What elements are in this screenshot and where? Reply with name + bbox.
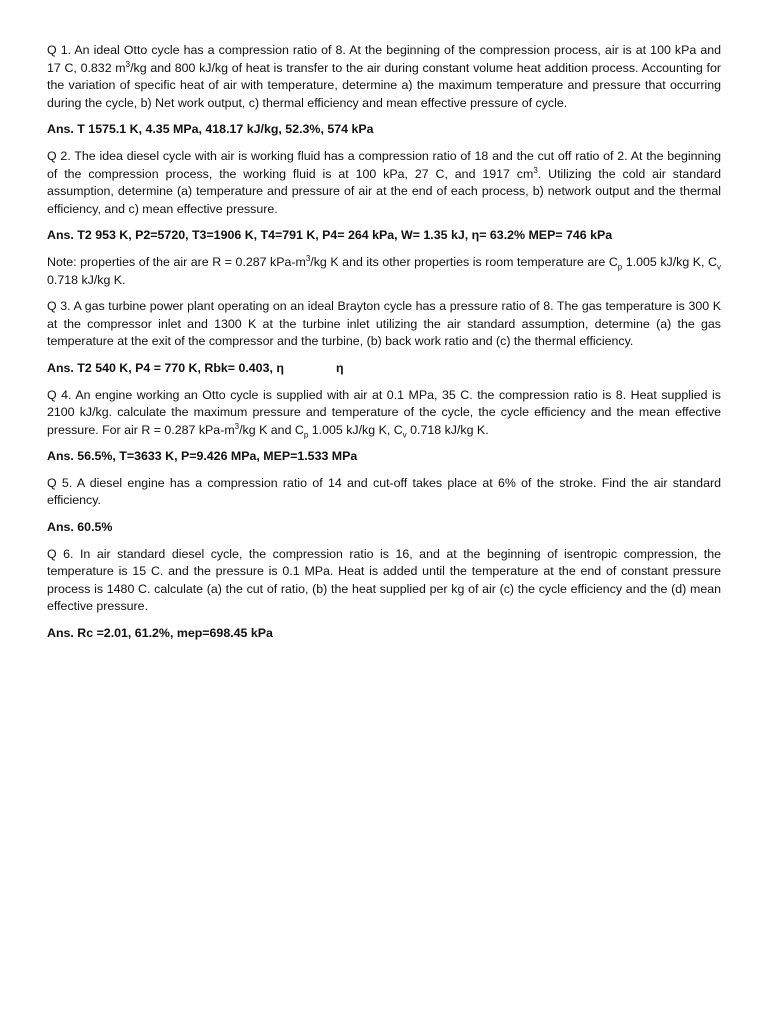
answer-5: Ans. 60.5% — [47, 520, 113, 535]
answer-2 — [47, 227, 721, 245]
question-6: Q 6. In air standard diesel cycle, the compression ratio is 16, and at the beginning of isentropic compression, the temperature is 15 C. and the pressure is 0.1 MPa. Heat is added until the temperature at the end of constant pressure process is 1480 C. calculate (a) the cut of ratio, (b) the heat supplied per kg of air (c) the cycle efficiency and the (d) mean effective pressure. — [47, 546, 721, 614]
answer-2-part-a: Ans. T2 953 K, P2=5720, T3=1906 K, T4=791 K, P4= 264 kPa, W= 1.35 kJ, — [47, 228, 472, 243]
question-3: Q 3. A gas turbine power plant operating on an ideal Brayton cycle has a pressure ratio of 8. The gas temperature is 300 K at the compressor inlet and 1300 K at the turbine inlet utilizing the air standard assumption, determine (a) the gas temperature at the exit of the compressor and the turbine, (b) back work ratio and (c) the thermal efficiency. — [47, 299, 721, 349]
question-4-text: Q 4. An engine working an Otto cycle is supplied with air at 0.1 MPa, 35 C. the compression ratio is 8. Heat supplied is 2100 kJ/kg. calculate the maximum pressure and temperature of the cycle, the cycle efficiency and the mean effective pressure. For air R = 0.287 kPa-m — [47, 387, 721, 437]
note-text-cont-2: 1.005 kJ/kg K, C — [622, 254, 717, 269]
question-4-superscript: 3 — [234, 421, 240, 431]
question-1-superscript: 3 — [125, 59, 131, 69]
question-4 — [47, 387, 721, 440]
note-superscript: 3 — [305, 253, 311, 263]
question-2-superscript: 3 — [533, 165, 538, 175]
question-4-text-cont-2: 1.005 kJ/kg K, C — [308, 422, 403, 437]
question-1-text: Q 1. An ideal Otto cycle has a compression ratio of 8. At the beginning of the compression process, air is at 100 kPa and 17 C, 0.832 m — [47, 43, 721, 75]
question-4-subscript-v: v — [402, 430, 407, 440]
question-1-text-cont: /kg and 800 kJ/kg of heat is transfer to the air during constant volume heat addition process. Accounting for the variation of specific heat of air with temperature, determine a) the maximum temperature and pressure that occurring during the cycle, b) Net work output, c) thermal efficiency and mean effective pressure of cycle. — [47, 60, 721, 110]
question-4-text-cont: /kg K and C — [239, 422, 304, 437]
note — [47, 254, 721, 289]
note-text-cont: /kg K and its other properties is room temperature are C — [310, 254, 618, 269]
note-text: Note: properties of the air are R = 0.287 kPa-m — [47, 254, 306, 269]
document-page — [47, 42, 721, 652]
eta-symbol: η — [471, 228, 480, 243]
question-2-text: Q 2. The idea diesel cycle with air is working fluid has a compression ratio of 18 and the cut off ratio of 2. At the beginning of the compression process, the working fluid is at 100 kPa, 27 C, and 1917 cm — [47, 148, 721, 181]
eta-symbol: η — [276, 360, 284, 375]
question-5: Q 5. A diesel engine has a compression ratio of 14 and cut-off takes place at 6% of the stroke. Find the air standard efficiency. — [47, 475, 721, 508]
question-4-text-cont-3: 0.718 kJ/kg K. — [406, 422, 489, 437]
note-text-cont-3: 0.718 kJ/kg K. — [47, 272, 126, 287]
answer-6: Ans. Rc =2.01, 61.2%, mep=698.45 kPa — [47, 626, 273, 641]
answer-2-part-b: = 63.2% MEP= 746 kPa — [479, 228, 613, 243]
question-4-subscript-p: p — [303, 430, 309, 440]
question-2-text-cont: . Utilizing the cold air standard assumption, determine (a) temperature and pressure of air at the end of each process, b) network output and the thermal efficiency, and c) mean effective pressure. — [47, 166, 722, 216]
answer-4: Ans. 56.5%, T=3633 K, P=9.426 MPa, MEP=1.533 MPa — [47, 449, 358, 464]
question-2 — [47, 148, 721, 218]
answer-3 — [47, 360, 721, 378]
note-subscript-v: v — [717, 262, 721, 272]
eta-symbol: η — [335, 360, 344, 375]
note-subscript-p: p — [617, 262, 623, 272]
answer-3-text: Ans. T2 540 K, P4 = 770 K, Rbk= 0.403, — [47, 360, 277, 375]
question-1 — [47, 42, 721, 112]
answer-1: Ans. T 1575.1 K, 4.35 MPa, 418.17 kJ/kg, 52.3%, 574 kPa — [47, 122, 374, 137]
